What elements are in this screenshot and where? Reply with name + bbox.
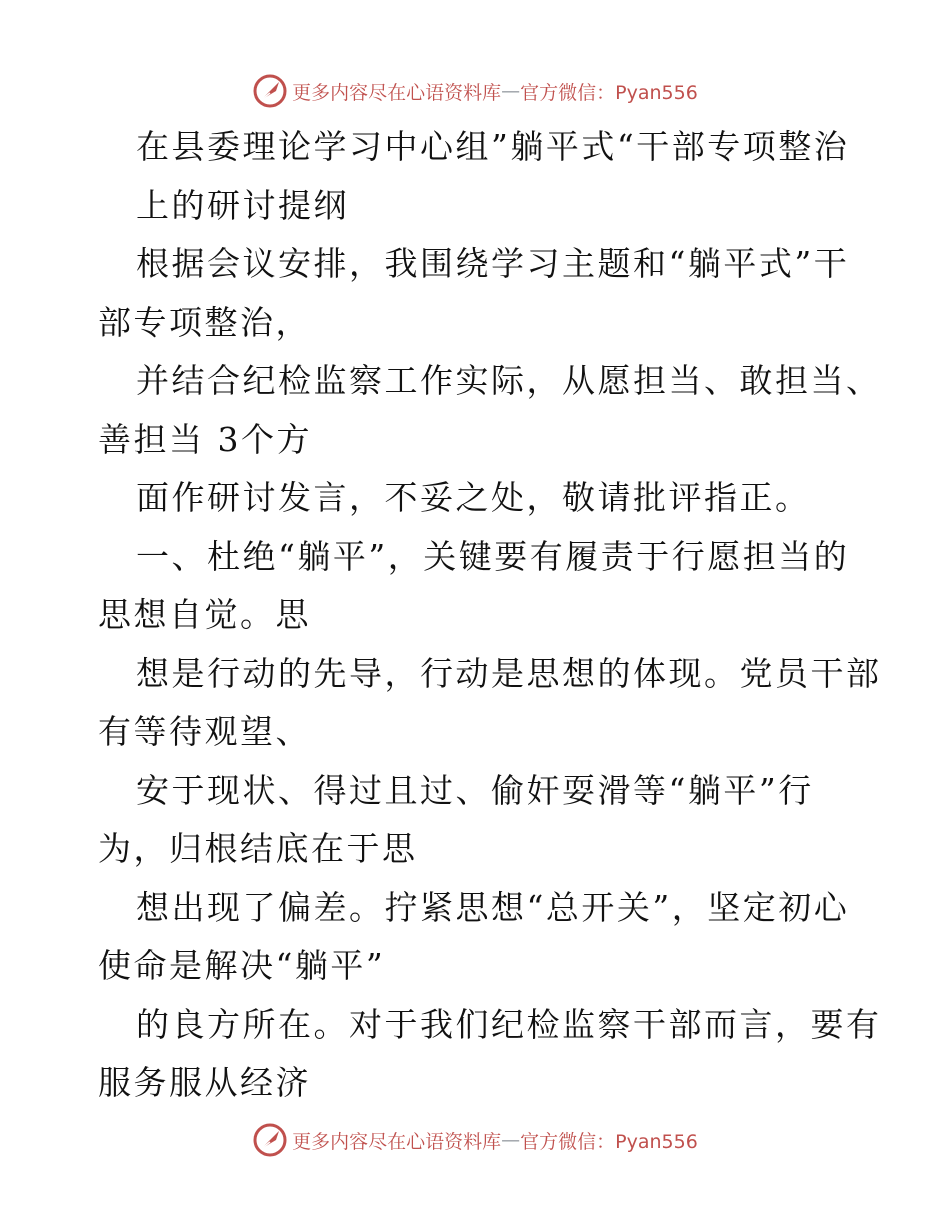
paragraph-line: 根据会议安排，我围绕学习主题和“躺平式”干: [136, 244, 850, 283]
title-line-2: 上的研讨提纲: [136, 185, 349, 225]
watermark-separator: —: [501, 80, 521, 102]
paragraph-line: 并结合纪检监察工作实际，从愿担当、敢担当、: [136, 361, 882, 400]
paragraph-line: 使命是解决“躺平”: [98, 946, 386, 985]
paragraph-line: 想是行动的先导，行动是思想的体现。党员干部: [136, 653, 882, 693]
footer-watermark: [0, 1120, 950, 1160]
header-watermark: [0, 71, 950, 111]
watermark-separator: —: [501, 1129, 521, 1151]
paragraph-line: 为，归根结底在于思: [98, 829, 418, 868]
paragraph-line: 部专项整治，: [98, 302, 311, 342]
paragraph-line: 服务服从经济: [98, 1063, 311, 1102]
paragraph-line: 善担当 3个方: [98, 419, 312, 459]
watermark-contact: 官方微信：Pyan556: [520, 1130, 698, 1153]
paragraph-line: 的良方所在。对于我们纪检监察干部而言，要有: [136, 1004, 882, 1044]
section-heading-line: 一、杜绝“躺平”，关键要有履责于行愿担当的: [136, 536, 850, 576]
paragraph-line: 面作研讨发言，不妥之处，敬请批评指正。: [136, 478, 811, 517]
quill-pen-logo-icon: [252, 1122, 288, 1158]
paragraph-line: 思想自觉。思: [98, 595, 311, 634]
document-body: [98, 124, 882, 1119]
paragraph-line: 有等待观望、: [98, 712, 311, 751]
paragraph-line: 安于现状、得过且过、偷奸耍滑等“躺平”行: [136, 770, 814, 810]
watermark-brand: 更多内容尽在心语资料库: [292, 81, 502, 104]
paragraph-line: 想出现了偏差。拧紧思想“总开关”，坚定初心: [136, 887, 850, 927]
watermark-brand: 更多内容尽在心语资料库: [292, 1130, 502, 1153]
quill-pen-logo-icon: [252, 73, 288, 109]
title-line-1: 在县委理论学习中心组”躺平式“干部专项整治: [136, 127, 850, 166]
watermark-contact: 官方微信：Pyan556: [520, 81, 698, 104]
